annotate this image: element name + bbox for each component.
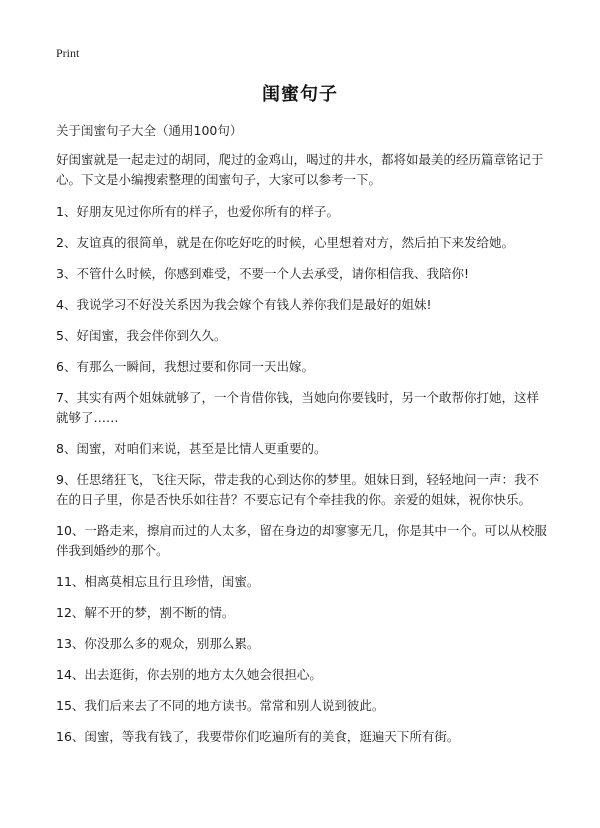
list-item: 12、解不开的梦，割不断的情。 [56, 605, 235, 620]
print-link[interactable]: Print [56, 46, 80, 60]
list-item: 14、出去逛街，你去别的地方太久她会很担心。 [56, 667, 322, 682]
intro-paragraph: 好闺蜜就是一起走过的胡同，爬过的金鸡山，喝过的井水，都将如最美的经历篇章铭记于心。下文是小编搜索整理的闺蜜句子，大家可以参考一下。 [56, 152, 544, 187]
list-item: 7、其实有两个姐妹就够了，一个肯借你钱，当她向你要钱时，另一个敢帮你打她，这样就够了…… [56, 390, 539, 425]
list-item: 16、闺蜜，等我有钱了，我要带你们吃遍所有的美食，逛遍天下所有街。 [56, 729, 460, 744]
list-item: 15、我们后来去了不同的地方读书。常常和别人说到彼此。 [56, 698, 385, 713]
list-item: 4、我说学习不好没关系因为我会嫁个有钱人养你我们是最好的姐妹! [56, 297, 432, 312]
list-item: 6、有那么一瞬间，我想过要和你同一天出嫁。 [56, 359, 314, 374]
list-item: 3、不管什么时候，你感到难受，不要一个人去承受，请你相信我、我陪你! [56, 266, 469, 281]
list-item: 2、友谊真的很简单，就是在你吃好吃的时候，心里想着对方，然后拍下来发给她。 [56, 235, 514, 250]
list-item: 10、一路走来，擦肩而过的人太多，留在身边的却寥寥无几，你是其中一个。可以从校服伴我到婚纱的那个。 [56, 523, 547, 558]
list-item: 8、闺蜜，对咱们来说，甚至是比情人更重要的。 [56, 441, 327, 456]
list-item: 13、你没那么多的观众，别那么累。 [56, 636, 260, 651]
page-title: 闺蜜句子 [262, 84, 338, 105]
list-item: 5、好闺蜜，我会伴你到久久。 [56, 328, 227, 343]
article-body [56, 150, 550, 758]
list-item: 11、相离莫相忘且行且珍惜，闺蜜。 [56, 574, 260, 589]
article-subtitle: 关于闺蜜句子大全（通用100句） [56, 123, 243, 138]
list-item: 1、好朋友见过你所有的样子，也爱你所有的样子。 [56, 204, 339, 219]
list-item: 9、任思绪狂飞，飞往天际，带走我的心到达你的梦里。姐妹日到，轻轻地问一声：我不在的日子里，你是否快乐如往昔？不要忘记有个牵挂我的你。亲爱的姐妹，祝你快乐。 [56, 472, 539, 507]
